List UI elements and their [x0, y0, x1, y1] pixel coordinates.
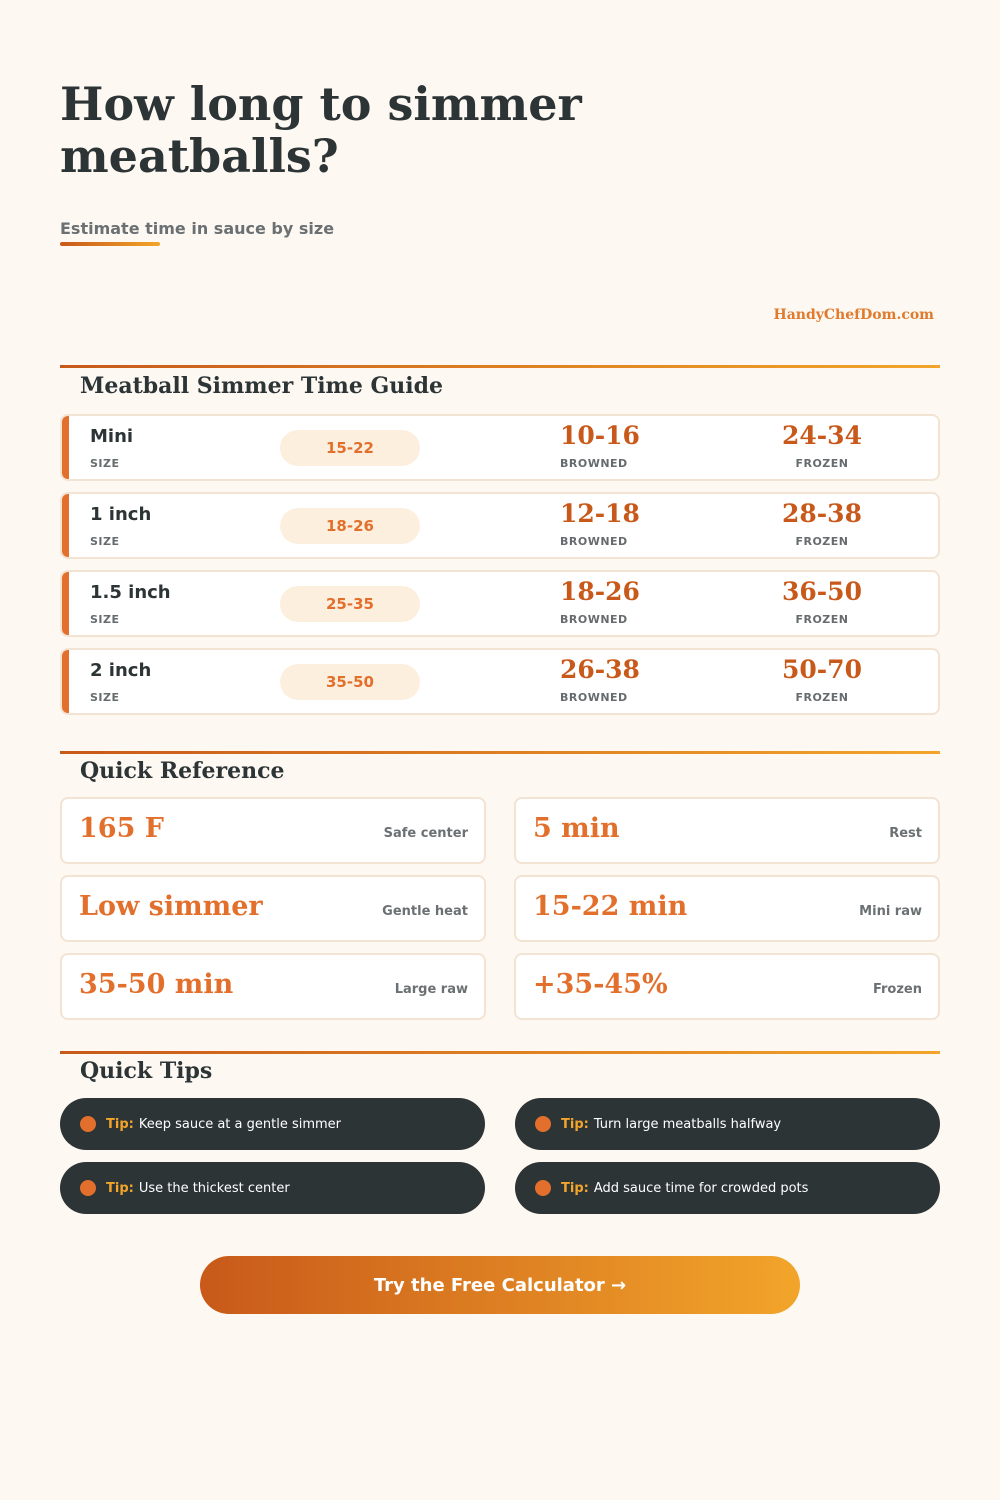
row-accent-bar [62, 494, 69, 557]
reference-label: Rest [889, 826, 922, 841]
frozen-caption: FROZEN [795, 535, 849, 548]
frozen-caption: FROZEN [795, 613, 849, 626]
frozen-time: 50-70 [782, 655, 862, 684]
tip-item [515, 1098, 940, 1150]
tip-bullet-icon [535, 1180, 551, 1196]
row-accent-bar [62, 572, 69, 635]
page-title: How long to simmer meatballs? [60, 77, 582, 183]
subtitle-underline [60, 242, 160, 246]
section-divider [60, 1051, 940, 1054]
size-name: 1 inch [90, 504, 152, 525]
brand-link[interactable]: HandyChefDom.com [773, 307, 934, 323]
browned-time: 12-18 [560, 499, 640, 528]
reference-card-gentle-heat [60, 875, 486, 942]
guide-row-1-inch [60, 492, 940, 559]
tip-text: Keep sauce at a gentle simmer [138, 1116, 342, 1132]
reference-label: Large raw [394, 982, 468, 997]
frozen-time: 28-38 [782, 499, 862, 528]
tip-bullet-icon [80, 1116, 96, 1132]
reference-value: 165 F [79, 813, 164, 844]
reference-value: Low simmer [79, 891, 263, 922]
frozen-time: 24-34 [782, 421, 862, 450]
guide-row-2-inch [60, 648, 940, 715]
size-caption: SIZE [90, 613, 120, 626]
raw-time-pill: 15-22 [280, 430, 420, 466]
reference-section-title: Quick Reference [80, 758, 285, 784]
reference-card-large-raw [60, 953, 486, 1020]
browned-time: 26-38 [560, 655, 640, 684]
tip-text: Use the thickest center [138, 1180, 290, 1196]
size-caption: SIZE [90, 691, 120, 704]
tip-prefix: Tip: [561, 1180, 589, 1196]
row-accent-bar [62, 650, 69, 713]
reference-value: 15-22 min [533, 891, 688, 922]
size-name: 1.5 inch [90, 582, 171, 603]
tip-item [60, 1098, 485, 1150]
frozen-caption: FROZEN [795, 457, 849, 470]
frozen-caption: FROZEN [795, 691, 849, 704]
browned-caption: BROWNED [560, 535, 628, 548]
raw-time-pill: 18-26 [280, 508, 420, 544]
browned-caption: BROWNED [560, 691, 628, 704]
reference-card-mini-raw [514, 875, 940, 942]
free-calculator-button[interactable]: Try the Free Calculator → [200, 1256, 800, 1314]
row-accent-bar [62, 416, 69, 479]
raw-time-pill: 35-50 [280, 664, 420, 700]
browned-caption: BROWNED [560, 457, 628, 470]
tip-prefix: Tip: [106, 1116, 134, 1132]
size-caption: SIZE [90, 535, 120, 548]
page-subtitle: Estimate time in sauce by size [60, 219, 335, 238]
guide-row-1-5-inch [60, 570, 940, 637]
reference-card-rest [514, 797, 940, 864]
browned-time: 18-26 [560, 577, 640, 606]
section-divider [60, 365, 940, 368]
reference-card-safe-center [60, 797, 486, 864]
reference-value: 35-50 min [79, 969, 234, 1000]
guide-row-mini [60, 414, 940, 481]
size-name: Mini [90, 426, 134, 447]
reference-label: Frozen [872, 982, 922, 997]
raw-time-pill: 25-35 [280, 586, 420, 622]
guide-section-title: Meatball Simmer Time Guide [80, 373, 444, 399]
size-caption: SIZE [90, 457, 120, 470]
tips-section-title: Quick Tips [80, 1058, 213, 1084]
reference-label: Mini raw [859, 904, 922, 919]
size-name: 2 inch [90, 660, 152, 681]
reference-label: Safe center [383, 826, 468, 841]
tip-item [515, 1162, 940, 1214]
frozen-time: 36-50 [782, 577, 862, 606]
browned-caption: BROWNED [560, 613, 628, 626]
tip-prefix: Tip: [561, 1116, 589, 1132]
tip-item [60, 1162, 485, 1214]
section-divider [60, 751, 940, 754]
browned-time: 10-16 [560, 421, 640, 450]
reference-value: +35-45% [533, 969, 668, 1000]
reference-card-frozen [514, 953, 940, 1020]
tip-bullet-icon [80, 1180, 96, 1196]
tip-prefix: Tip: [106, 1180, 134, 1196]
tip-text: Add sauce time for crowded pots [593, 1180, 809, 1196]
tip-text: Turn large meatballs halfway [593, 1116, 782, 1132]
reference-value: 5 min [533, 813, 620, 844]
tip-bullet-icon [535, 1116, 551, 1132]
reference-label: Gentle heat [382, 904, 468, 919]
